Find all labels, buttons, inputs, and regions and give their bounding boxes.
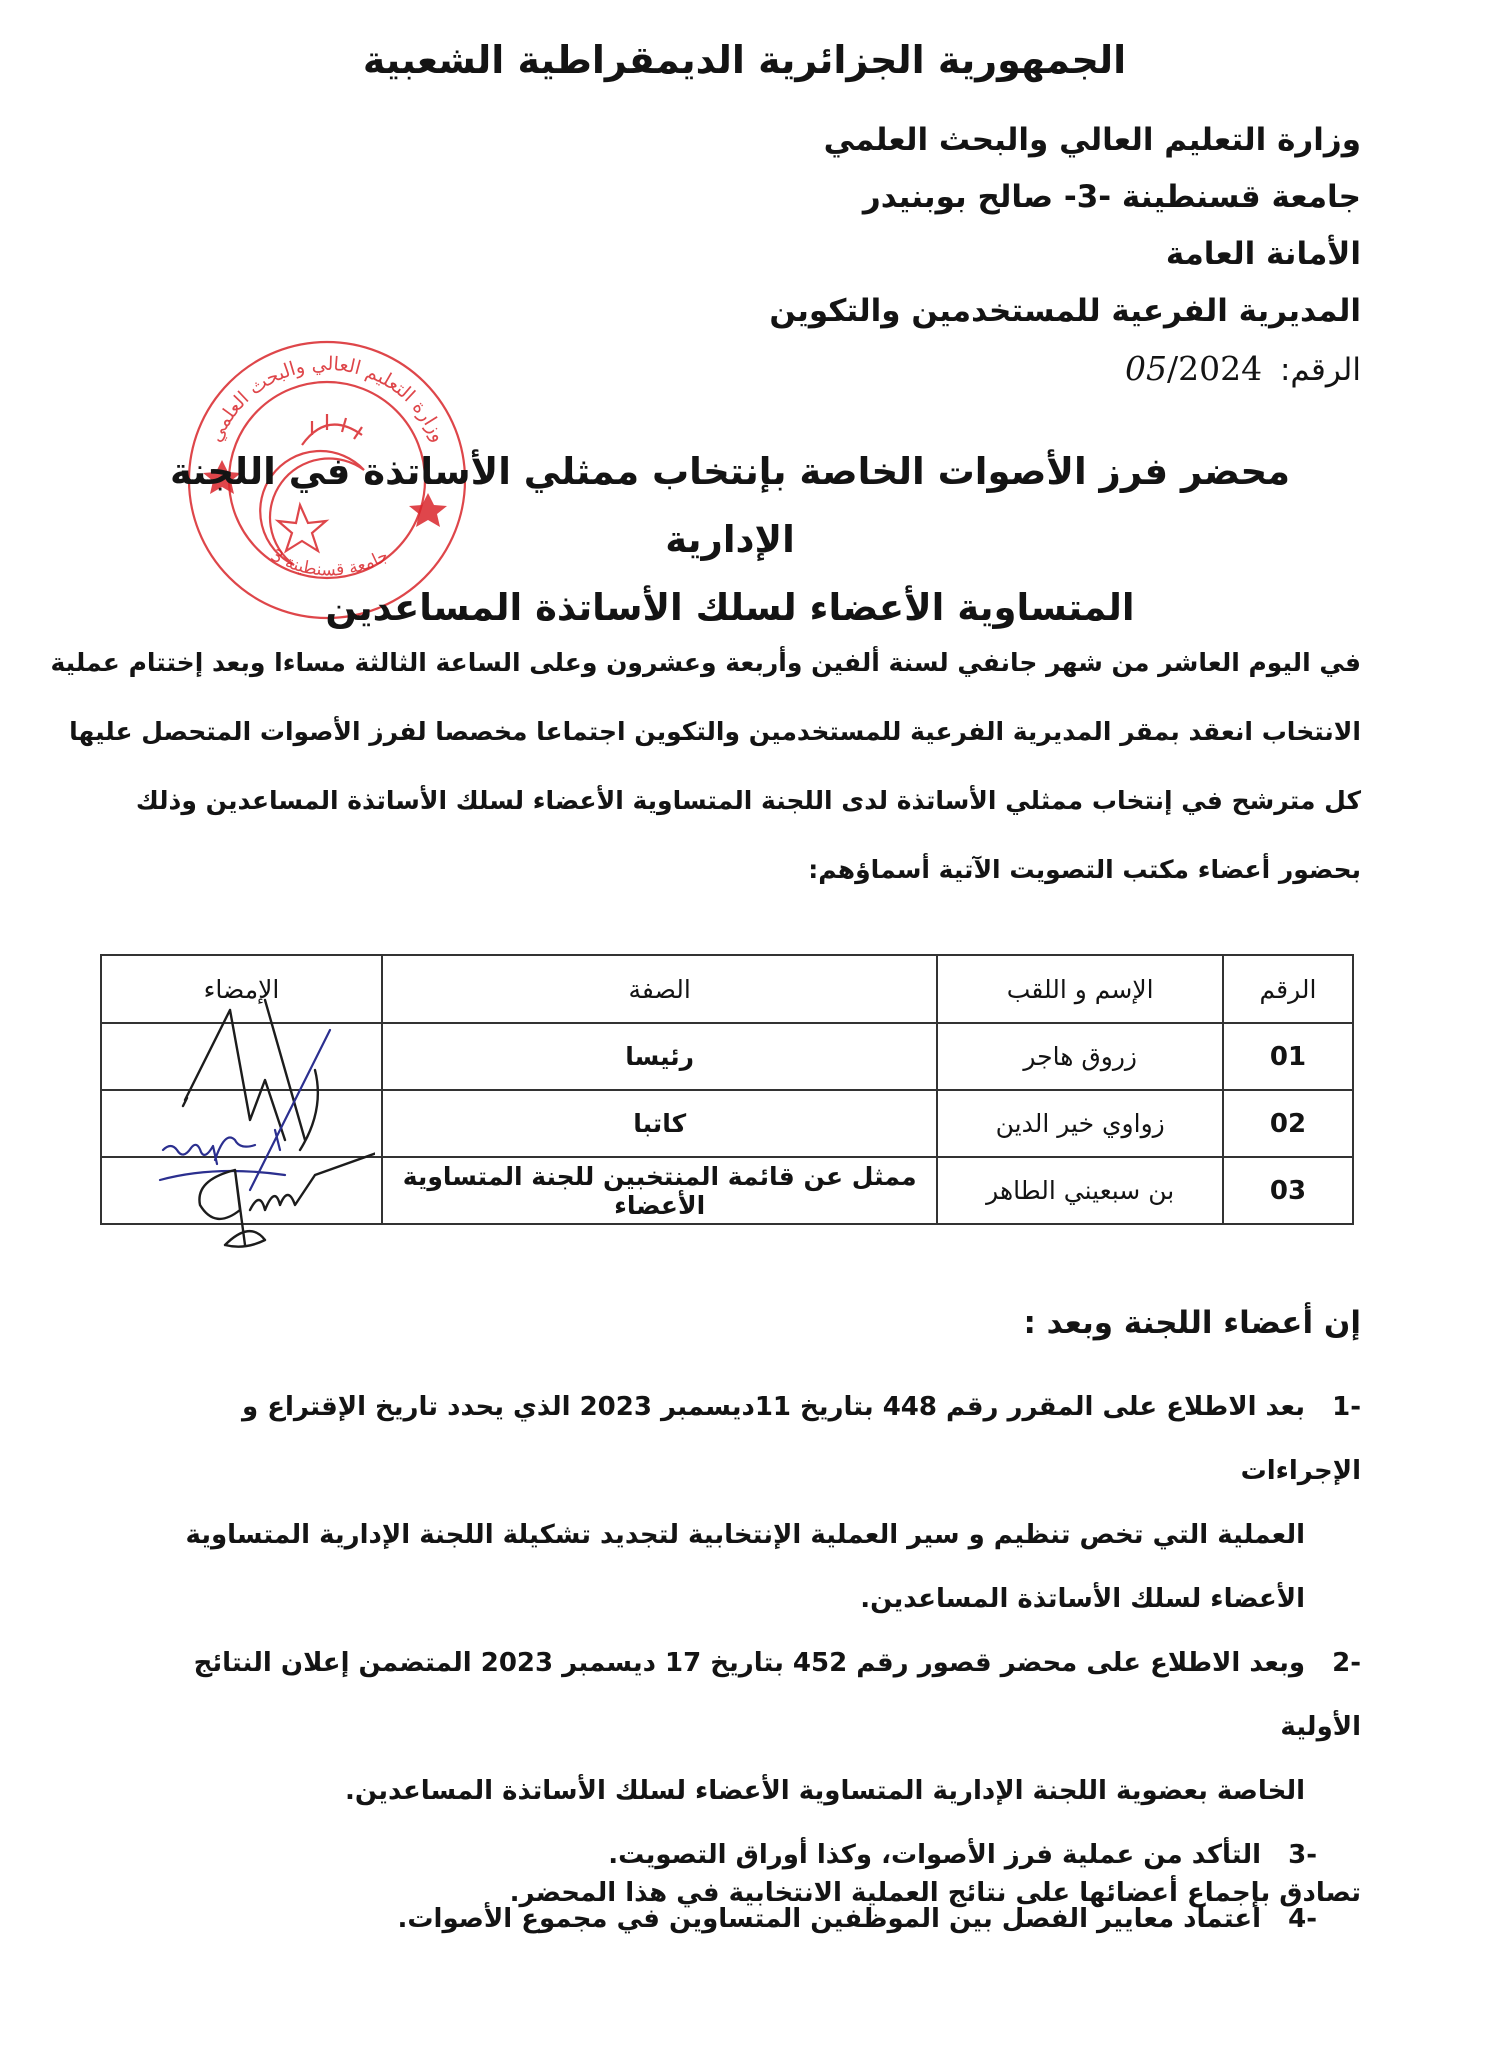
header-signature: الإمضاء (101, 955, 382, 1023)
reference-handwritten: 05 (1124, 349, 1167, 388)
institution-header (661, 112, 1361, 399)
secretariat-name: الأمانة العامة (1165, 236, 1361, 272)
reference-value (1125, 349, 1262, 388)
stamp-bottom-text: جامعة قسنطينة 3 (267, 545, 392, 581)
stamp-outer-text: وزارة التعليم العالي والبحث العلمي (204, 352, 450, 446)
republic-heading: الجمهورية الجزائرية الديمقراطية الشعبية (362, 38, 1127, 82)
row-num: 01 (1223, 1023, 1353, 1090)
list-item (121, 1631, 1361, 1823)
list-item-continuation: العملية التي تخص تنظيم و سير العملية الإنتخابية لتجديد تشكيلة اللجنة الإدارية المتساوية (185, 1520, 1305, 1550)
header-role: الصفة (382, 955, 937, 1023)
reference-label: الرقم: (1279, 352, 1361, 388)
committee-heading: إن أعضاء اللجنة وبعد : (1023, 1305, 1361, 1341)
row-num: 03 (1223, 1157, 1353, 1224)
list-item-text: التأكد من عملية فرز الأصوات، وكذا أوراق التصويت. (608, 1840, 1261, 1870)
signature-1-icon (183, 1000, 318, 1150)
intro-paragraph (50, 628, 1361, 904)
reference-number (661, 340, 1361, 399)
list-item-number: -2 (1332, 1648, 1361, 1678)
row-name: زروق هاجر (937, 1023, 1223, 1090)
intro-line-1: في اليوم العاشر من شهر جانفي لسنة ألفين وأربعة وعشرون وعلى الساعة الثالثة مساءا وبعد إختتام عملية (50, 648, 1361, 677)
directorate-name: المديرية الفرعية للمستخدمين والتكوين (769, 293, 1361, 329)
list-item-continuation: الخاصة بعضوية اللجنة الإدارية المتساوية الأعضاء لسلك الأساتذة المساعدين. (344, 1776, 1305, 1806)
list-item-text: اعتماد معايير الفصل بين الموظفين المتساوين في مجموع الأصوات. (397, 1904, 1261, 1934)
row-role: كاتبا (382, 1090, 937, 1157)
list-item (121, 1375, 1361, 1631)
row-name: زواوي خير الدين (937, 1090, 1223, 1157)
list-item-number: -1 (1332, 1392, 1361, 1422)
title-line-1: محضر فرز الأصوات الخاصة بإنتخاب ممثلي الأساتذة في اللجنة الإدارية (169, 450, 1291, 561)
closing-statement: تصادق بإجماع أعضائها على نتائج العملية الانتخابية في هذا المحضر. (509, 1878, 1361, 1908)
university-name: جامعة قسنطينة -3- صالح بوبنيدر (862, 179, 1361, 215)
row-num: 02 (1223, 1090, 1353, 1157)
row-role: رئيسا (382, 1023, 937, 1090)
list-item-continuation: الأعضاء لسلك الأساتذة المساعدين. (860, 1584, 1305, 1614)
row-name: بن سبعيني الطاهر (937, 1157, 1223, 1224)
list-item-number: -3 (1288, 1840, 1317, 1870)
list-item-text: بعد الاطلاع على المقرر رقم 448 بتاريخ 11ديسمبر 2023 الذي يحدد تاريخ الإقتراع و الإجراءات (242, 1392, 1361, 1486)
document-title (140, 438, 1320, 642)
title-line-2: المتساوية الأعضاء لسلك الأساتذة المساعدين (325, 586, 1135, 629)
ministry-name: وزارة التعليم العالي والبحث العلمي (823, 122, 1361, 158)
list-item-number: -4 (1288, 1904, 1317, 1934)
reference-year: /2024 (1166, 349, 1263, 388)
intro-line-2: الانتخاب انعقد بمقر المديرية الفرعية للمستخدمين والتكوين اجتماعا مخصصا لفرز الأصوات المتحصل عليها (69, 717, 1361, 746)
list-item-text: وبعد الاطلاع على محضر قصور رقم 452 بتاريخ 17 ديسمبر 2023 المتضمن إعلان النتائج الأولية (193, 1648, 1361, 1742)
handwritten-signatures (155, 990, 375, 1250)
intro-line-4: بحضور أعضاء مكتب التصويت الآتية أسماؤهم: (808, 855, 1361, 884)
header-num: الرقم (1223, 955, 1353, 1023)
signature-2-icon (160, 1030, 330, 1190)
intro-line-3: كل مترشح في إنتخاب ممثلي الأساتذة لدى اللجنة المتساوية الأعضاء لسلك الأساتذة المساعدين وذلك (135, 786, 1361, 815)
signature-3-icon (199, 1150, 375, 1247)
header-name: الإسم و اللقب (937, 955, 1223, 1023)
row-role: ممثل عن قائمة المنتخبين للجنة المتساوية الأعضاء (382, 1157, 937, 1224)
committee-considerations-list (121, 1375, 1361, 1951)
